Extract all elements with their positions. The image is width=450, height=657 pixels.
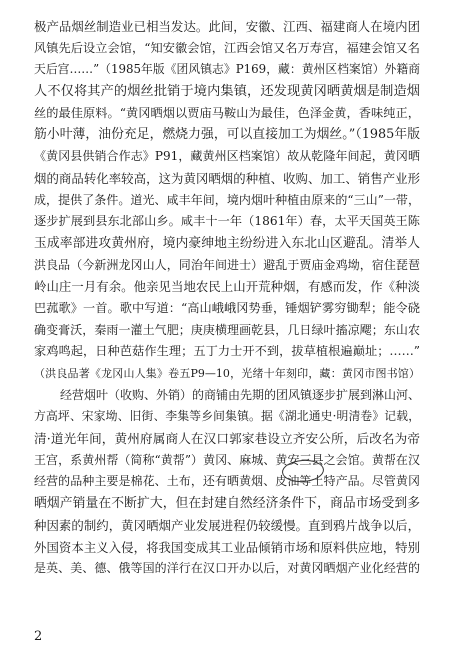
text-line: 成，提供了条件。道光、咸丰年间，境内烟叶种植由原来的“三山”一带， (34, 192, 420, 207)
text-line: 经营烟叶（收购、外销）的商铺由先期的团风镇逐步扩展到淋山河、 (60, 387, 420, 402)
text-line: 《黄冈县供销合作志》P91，藏黄州区档案馆）故从乾隆年间起，黄冈晒 (34, 149, 420, 164)
text-line: 确变膏沃，秦雨一灌土气肥；庚庚横理画乾县，几日绿叶搐凉飔；东山农 (34, 322, 420, 337)
text-line: 丝的最佳原料。“黄冈晒烟以贾庙马鞍山为最佳，色泽金黄，香味纯正， (34, 105, 420, 120)
paragraph-1 (34, 16, 420, 385)
text-line: 风镇先后设立会馆，“知安徽会馆，江西会馆又名万寿宫，福建会馆又名 (34, 40, 420, 55)
text-line: 经营的品种主要是棉花、土布，还有晒黄烟、皮油等土特产品。尽管黄冈 (34, 474, 420, 489)
text-line: 王宫，系黄州帮（简称“黄帮”）黄冈、麻城、黄安三县之会馆。黄帮在汉 (34, 452, 420, 467)
text-line: 逐步扩展到县东北部山乡。咸丰十一年（1861年）春，太平天国英王陈 (34, 214, 420, 229)
text-line: （洪良品著《龙冈山人集》卷五P9—10，光绪十年刻印，藏：黄冈市图书馆） (34, 367, 420, 380)
text-line: 清·道光年间，黄州府属商人在汉口郭家巷设立齐安公所，后改名为帝 (34, 431, 420, 447)
text-line: 烟的商品转化率较高，这为黄冈晒烟的种植、收购、加工、销售产业形 (34, 170, 420, 186)
paragraph-2 (34, 385, 420, 580)
text-line: 天后宫……”（1985年版《团风镇志》P169，藏：黄州区档案馆）外籍商 (34, 62, 420, 77)
text-line: 筋小叶薄，油份充足，燃烧力强，可以直接加工为烟丝。”（1985年版 (34, 127, 420, 143)
text-line: 人不仅将其产的烟丝批销于境内集镇，还发现黄冈晒黄烟是制造烟 (34, 84, 420, 100)
text-line: 极产品烟丝制造业已相当发达。此间，安徽、江西、福建商人在境内团 (34, 19, 420, 34)
text-line: 巴菰歌》一首。歌中写道：“高山峨峨冈势垂，锤烟铲雾穷锄犁；能令硗 (34, 300, 420, 315)
text-line: 玉成率部进攻黄州府，境内豪绅地主纷纷进入东北山区避乱。清举人 (34, 235, 420, 251)
text-line: 方高坪、宋家坳、旧街、李集等乡间集镇。据《湖北通史·明清卷》记载， (34, 409, 420, 424)
text-line: 是英、美、德、俄等国的洋行在汉口开办以后，对黄冈晒烟产业化经营的 (34, 561, 420, 576)
text-line: 洪良品（今新洲龙冈山人，同治年间进士）避乱于贾庙金鸡坳，宿住琵琶 (34, 257, 420, 272)
text-line: 晒烟产销量在不断扩大，但在封建自然经济条件下，商品市场受到多 (34, 496, 420, 512)
page-number: 2 (34, 629, 43, 644)
text-line: 家鸡鸣起，日种芭菇作生理；五丁力士开不到，拔草植根遍巅址；……” (34, 344, 420, 359)
text-line: 岭山庄一月有余。他亲见当地农民上山开荒种烟，有感而发，作《种淡 (34, 279, 420, 295)
body-text (34, 16, 420, 580)
text-line: 外国资本主义入侵，将我国变成其工业品倾销市场和原料供应地，特别 (34, 539, 420, 555)
text-line: 种因素的制约，黄冈晒烟产业发展进程仍较缓慢。直到鸦片战争以后， (34, 517, 420, 533)
